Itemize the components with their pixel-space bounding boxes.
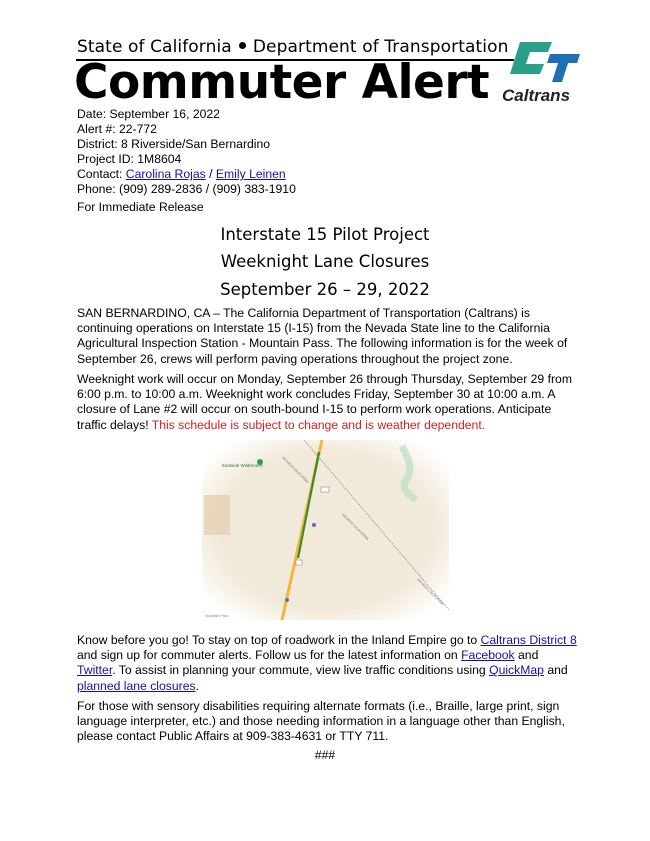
resources-text-3: and [514, 648, 539, 663]
paragraph-schedule [77, 372, 577, 433]
paragraph-accessibility: For those with sensory disabilities requiring alternate formats (i.e., Braille, large print, sign language interpreter, etc.) and those needing information in a language other than English, please contact Public Affairs at 909-383-4631 or TTY 711. [77, 699, 565, 744]
org-department: Department of Transportation [252, 37, 509, 57]
schedule-warning: This schedule is subject to change and is weather dependent. [151, 417, 486, 432]
contact-link-rojas[interactable]: Carolina Rojas [125, 167, 206, 181]
resources-text-4: . To assist in planning your commute, view live traffic conditions using [112, 663, 490, 678]
contact-link-leinen[interactable]: Emily Leinen [215, 167, 286, 181]
link-twitter[interactable]: Twitter [77, 663, 113, 678]
link-quickmap[interactable]: QuickMap [489, 663, 544, 678]
contact-separator: / [205, 167, 216, 181]
resources-text-1: Know before you go! To stay on top of roadwork in the Inland Empire go to [77, 633, 481, 647]
headline-1: Interstate 15 Pilot Project [220, 225, 430, 244]
paragraph-intro: SAN BERNARDINO, CA – The California Department of Transportation (Caltrans) is continuing operations on Interstate 15 (I-15) from the Nevada State line to the California Agricultural Inspection Station - Mountain Pass. The following information is for the week of September 26, crews will perform paving operations throughout the project zone. [77, 306, 568, 366]
resources-text-6: . [195, 678, 199, 693]
logo-wordmark: Caltrans [502, 86, 571, 105]
resources-text-2: and sign up for commuter alerts. Follow us for the latest information on [77, 648, 462, 663]
resources-text-5: and [543, 663, 568, 678]
map-shield-icon-4 [285, 598, 289, 602]
alert-metadata [77, 107, 296, 197]
contact-label: Contact: [77, 167, 126, 181]
organization-line [77, 37, 508, 57]
map-road-label-3: NEVADA CALIFORNIA [416, 577, 445, 607]
release-note: For Immediate Release [77, 200, 204, 214]
link-caltrans-district-8[interactable]: Caltrans District 8 [480, 633, 577, 647]
schedule-text: Weeknight work will occur on Monday, September 26 through Thursday, September 29 from 6:00 p.m. to 10:00 a.m. Weeknight work concludes Friday, September 30 at 10:00 a.m. A closure of Lane #2 will occur on south-bound I-15 to perform work operations. Anticipate traffic delays! [77, 372, 572, 432]
page-title: Commuter Alert [74, 55, 490, 110]
map-shield-icon-3 [296, 560, 302, 565]
map-shield-icon-2 [312, 523, 316, 527]
link-planned-lane-closures[interactable]: planned lane closures [77, 678, 196, 693]
alert-date: Date: September 16, 2022 [77, 107, 220, 121]
headline-2: Weeknight Lane Closures [220, 252, 430, 271]
map-terrain-patch [204, 495, 230, 535]
project-map [202, 440, 449, 620]
map-poi-label: Eastside Wilderness [222, 463, 263, 468]
contact-line [77, 167, 296, 182]
project-id: Project ID: 1M8604 [77, 152, 182, 166]
end-mark: ### [314, 748, 336, 762]
logo-c-shape [510, 42, 552, 74]
link-facebook[interactable]: Facebook [461, 648, 515, 663]
org-state: State of California [77, 37, 232, 57]
map-shield-icon-1 [321, 487, 329, 492]
alert-number: Alert #: 22-772 [77, 122, 157, 136]
map-corner-label: Mountain Pass [205, 614, 229, 618]
phone-line: Phone: (909) 289-2836 / (909) 383-1910 [77, 182, 296, 196]
alert-district: District: 8 Riverside/San Bernardino [77, 137, 271, 151]
caltrans-logo [500, 38, 580, 106]
paragraph-resources [77, 633, 577, 694]
logo-t-shape [547, 54, 580, 82]
bullet-icon [239, 42, 246, 49]
map-road-label-1: NEVADA CALIFORNIA [281, 455, 310, 485]
map-road-label-2: NEVADA CALIFORNIA [341, 512, 370, 542]
headline-3: September 26 – 29, 2022 [220, 280, 430, 299]
